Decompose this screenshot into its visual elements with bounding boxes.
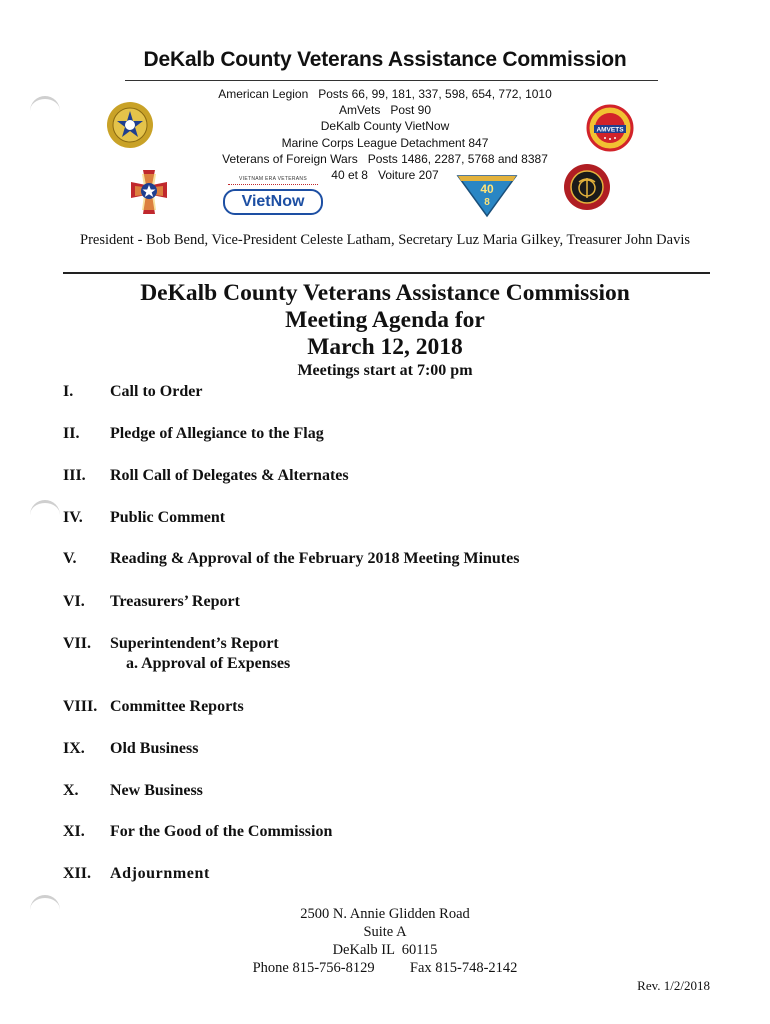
agenda-item <box>63 698 244 716</box>
agenda-item-label: Committee Reports <box>110 698 244 715</box>
vietnow-caption: VIETNAM ERA VETERANS <box>239 176 307 182</box>
amvets-label: AMVETS <box>596 126 624 134</box>
organization-list <box>185 86 585 183</box>
agenda-item <box>63 425 324 443</box>
agenda-item <box>63 509 225 527</box>
agenda-item-number: XI. <box>63 823 85 840</box>
section-divider <box>63 272 710 274</box>
agenda-item-number: VI. <box>63 593 85 610</box>
revision-date: Rev. 1/2/2018 <box>637 978 710 993</box>
agenda-item-label: Treasurers’ Report <box>110 593 240 610</box>
agenda-item-label: Pledge of Allegiance to the Flag <box>110 425 324 442</box>
agenda-item-label: New Business <box>110 782 203 799</box>
agenda-item-number: X. <box>63 782 79 799</box>
agenda-item <box>63 383 202 401</box>
vietnow-dots <box>228 184 318 187</box>
contact-row <box>200 959 570 977</box>
agenda-item-label: Public Comment <box>110 509 226 526</box>
agenda-item-number: V. <box>63 550 77 567</box>
agenda-item <box>63 740 198 758</box>
address-block <box>200 905 570 977</box>
american-legion-emblem-icon <box>105 100 155 150</box>
amvets-emblem-icon <box>586 104 634 152</box>
agenda-item <box>63 823 332 841</box>
vietnow-logo <box>218 176 328 216</box>
address-suite: Suite A <box>363 924 407 940</box>
agenda-heading-date: March 12, 2018 <box>307 334 463 360</box>
forty-label: 40 <box>480 182 494 196</box>
letterhead-rule <box>125 80 658 81</box>
vfw-cross-icon <box>125 168 173 216</box>
org-line: Veterans of Foreign Wars Posts 1486, 2287, 5768 and 8387 <box>222 151 548 166</box>
agenda-item <box>63 865 210 883</box>
agenda-item-number: XII. <box>63 865 92 882</box>
agenda-item <box>63 550 519 568</box>
agenda-item-label: Superintendent’s Report <box>110 635 279 652</box>
agenda-item-number: I. <box>63 383 74 400</box>
punch-mark <box>30 895 60 910</box>
agenda-subitem: a. Approval of Expenses <box>126 655 291 672</box>
agenda-heading <box>0 280 770 361</box>
phone-number: Phone 815-756-8129 <box>252 960 375 976</box>
agenda-item-label: Call to Order <box>110 383 203 400</box>
org-line: American Legion Posts 66, 99, 181, 337, 598, 654, 772, 1010 <box>218 87 552 101</box>
agenda-item-number: III. <box>63 467 86 484</box>
agenda-item-number: II. <box>63 425 80 442</box>
agenda-item-number: IV. <box>63 509 83 526</box>
agenda-item-label: Roll Call of Delegates & Alternates <box>110 467 349 484</box>
vietnow-wordmark: VietNow <box>223 189 323 215</box>
agenda-item <box>63 782 203 800</box>
agenda-item-label: Reading & Approval of the February 2018 Meeting Minutes <box>110 550 520 567</box>
letterhead-title: DeKalb County Veterans Assistance Commission <box>143 48 627 71</box>
agenda-item <box>63 467 349 485</box>
agenda-item-number: VII. <box>63 635 92 652</box>
org-line: DeKalb County VietNow <box>320 119 450 134</box>
agenda-item-label: Old Business <box>110 740 199 757</box>
agenda-item-label: Adjournment <box>110 865 210 882</box>
agenda-item <box>63 635 290 673</box>
forty-et-eight-emblem-icon <box>456 172 518 218</box>
fax-number: Fax 815-748-2142 <box>409 960 518 976</box>
agenda-item-number: IX. <box>63 740 85 757</box>
meeting-start-time: Meetings start at 7:00 pm <box>297 362 473 379</box>
agenda-item-number: VIII. <box>63 698 98 715</box>
agenda-item <box>63 593 240 611</box>
punch-mark <box>30 500 60 515</box>
address-city: DeKalb IL 60115 <box>332 942 438 958</box>
punch-mark <box>30 96 60 111</box>
eight-label: 8 <box>484 197 490 208</box>
agenda-heading-org: DeKalb County Veterans Assistance Commission <box>140 280 630 306</box>
org-line: AmVets Post 90 <box>338 103 432 118</box>
agenda-heading-subtitle: Meeting Agenda for <box>285 307 485 333</box>
usmc-emblem-icon <box>562 162 612 212</box>
org-line: Marine Corps League Detachment 847 <box>281 135 489 150</box>
officers-line: President - Bob Bend, Vice-President Celeste Latham, Secretary Luz Maria Gilkey, Treasurer John Davis <box>80 232 690 248</box>
address-street: 2500 N. Annie Glidden Road <box>300 906 470 922</box>
agenda-item-label: For the Good of the Commission <box>110 823 333 840</box>
org-line: 40 et 8 Voiture 207 <box>331 168 439 183</box>
